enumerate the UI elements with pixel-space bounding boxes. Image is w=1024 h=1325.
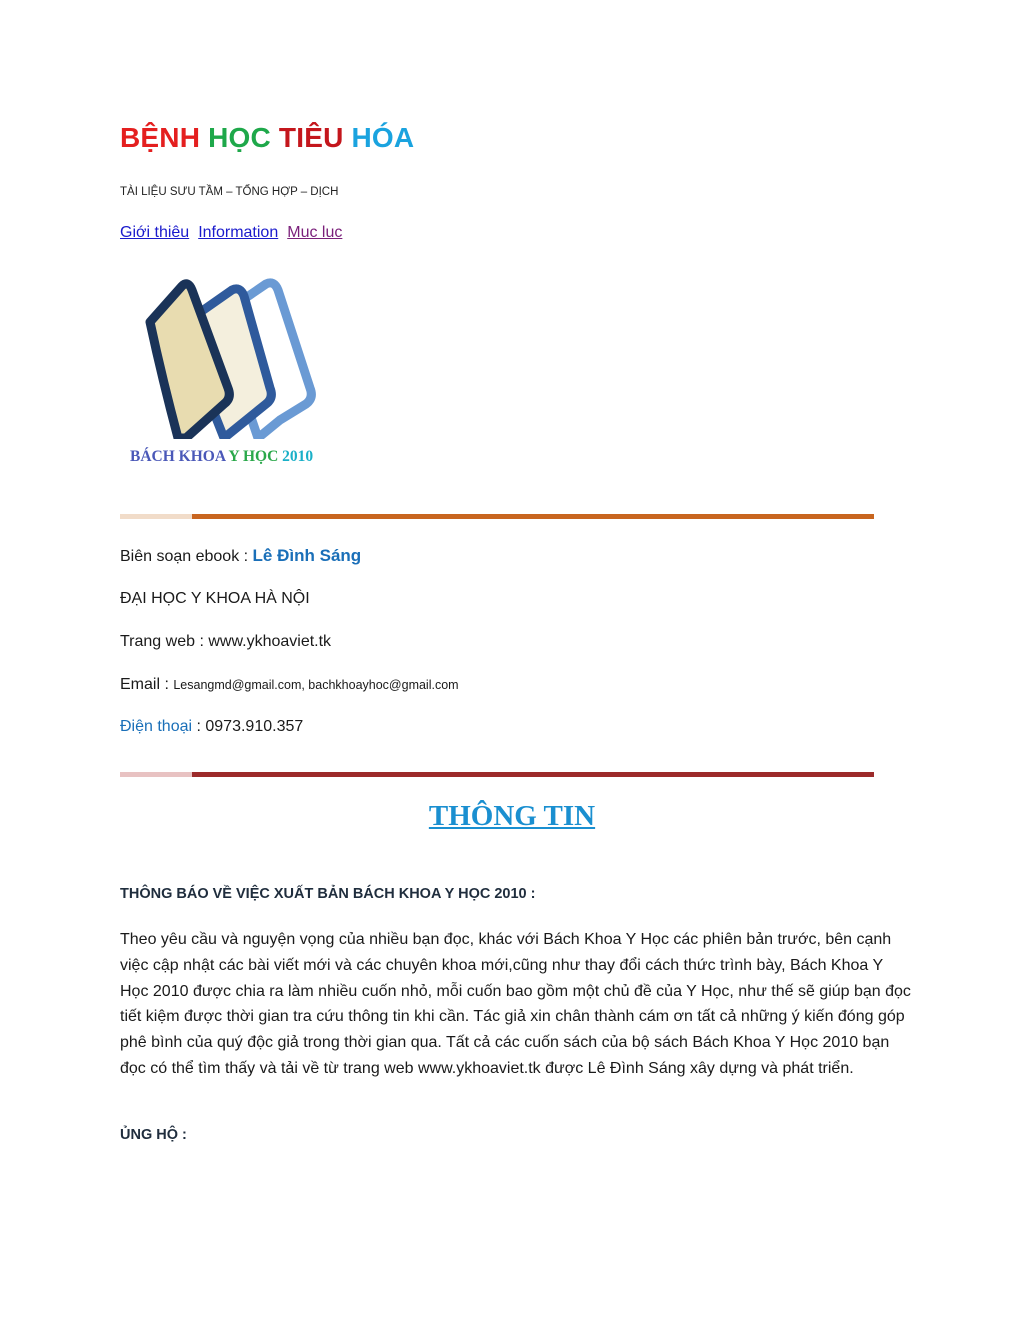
email-line [120,676,459,694]
phone-value: : 0973.910.357 [192,718,304,735]
divider-bottom [120,772,874,777]
logo-text-1: BÁCH KHOA [130,448,229,465]
document-title [120,122,414,154]
link-information[interactable]: Information [198,224,279,241]
link-gioi-thieu[interactable]: Giới thiêu [120,224,190,241]
divider-bottom-main [192,772,874,777]
notice-paragraph: Theo yêu cầu và nguyện vọng của nhiều bạn đọc, khác với Bách Khoa Y Học các phiên bản trước, bên cạnh việc cập nhật các bài viết mới và các chuyên khoa mới,cũng như thay đổi cách thức trình bày, Bách Khoa Y Học 2010 được chia ra làm nhiều cuốn nhỏ, mỗi cuốn bao gồm một chủ đề của Y Học, như thế sẽ giúp bạn đọc tiết kiệm được thời gian tra cứu thông tin khi cần. Tác giả xin chân thành cám ơn tất cả những ý kiến đóng góp phê bình của quý độc giả trong thời gian qua. Tất cả các cuốn sách của bộ sách Bách Khoa Y Học 2010 bạn đọc có thể tìm thấy và tải về từ trang web www.ykhoaviet.tk được Lê Đình Sáng xây dựng và phát triển. [120,931,911,1077]
logo-text-2: Y [228,448,243,465]
divider-bottom-lead [120,772,192,777]
notice-heading: THÔNG BÁO VỀ VIỆC XUẤT BẢN BÁCH KHOA Y HỌC 2010 : [120,886,536,902]
title-word-1: BỆNH [120,122,201,153]
university-line: ĐẠI HỌC Y KHOA HÀ NỘI [120,590,310,607]
email-label: Email : [120,676,174,693]
phone-label: Điện thoại [120,718,193,735]
nav-links [120,224,351,242]
website-line: Trang web : www.ykhoaviet.tk [120,633,332,650]
divider-top [120,514,874,519]
divider-top-main [192,514,874,519]
divider-top-lead [120,514,192,519]
title-word-2: HỌC [200,122,271,153]
title-word-4: HÓA [343,122,415,153]
logo-caption [130,448,313,466]
support-heading: ỦNG HỘ : [120,1127,187,1143]
logo-text-4: 2010 [282,448,314,465]
author-line [120,546,361,566]
document-subtitle: TÀI LIỆU SƯU TẦM – TỔNG HỢP – DỊCH [120,186,339,198]
section-title: THÔNG TIN [428,800,596,832]
phone-line [120,718,303,736]
email-value: Lesangmd@gmail.com, bachkhoayhoc@gmail.com [173,678,459,692]
author-label: Biên soạn ebook : [120,548,253,565]
author-name: Lê Đình Sáng [252,546,362,565]
logo-text-3: HỌC [242,448,283,465]
title-word-3: TIÊU [270,122,344,153]
link-muc-luc[interactable]: Muc luc [287,224,343,241]
